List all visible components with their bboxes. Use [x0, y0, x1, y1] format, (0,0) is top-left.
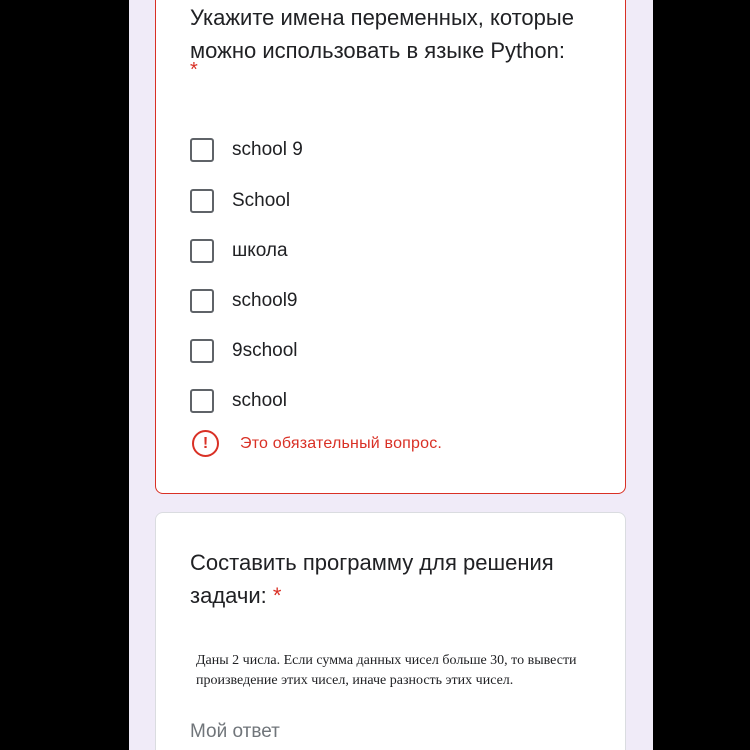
option-school-space-9[interactable] [190, 136, 303, 164]
checkbox[interactable] [190, 239, 214, 263]
question-card-program [155, 512, 626, 750]
option-school9[interactable] [190, 287, 298, 315]
checkbox[interactable] [190, 389, 214, 413]
checkbox[interactable] [190, 339, 214, 363]
option-label: школа [232, 240, 288, 261]
question-title: Составить программу для решения задачи: * [190, 550, 554, 608]
question-title: Укажите имена переменных, которые можно использовать в языке Python: [190, 5, 574, 63]
checkbox[interactable] [190, 289, 214, 313]
task-description: Даны 2 числа. Если сумма данных чисел больше 30, то вывести произведение этих чисел, иначе разность этих чисел. [196, 653, 577, 688]
question-card-variables [155, 0, 626, 494]
error-message: Это обязательный вопрос. [240, 434, 443, 452]
option-label: School [232, 190, 291, 211]
required-asterisk: * [272, 583, 282, 608]
checkbox[interactable] [190, 189, 214, 213]
option-school-capital[interactable] [190, 187, 290, 215]
required-asterisk: * [190, 59, 198, 81]
answer-input[interactable]: Мой ответ [190, 721, 280, 742]
option-school-lower[interactable] [190, 387, 287, 415]
form-page [129, 0, 653, 750]
option-label: school 9 [232, 139, 303, 160]
checkbox[interactable] [190, 138, 214, 162]
option-9school[interactable] [190, 337, 298, 365]
exclamation-icon: ! [192, 430, 219, 457]
required-error [192, 430, 442, 457]
option-label: school [232, 390, 287, 411]
option-label: school9 [232, 290, 298, 311]
option-label: 9school [232, 340, 298, 361]
option-shkola[interactable] [190, 237, 288, 265]
